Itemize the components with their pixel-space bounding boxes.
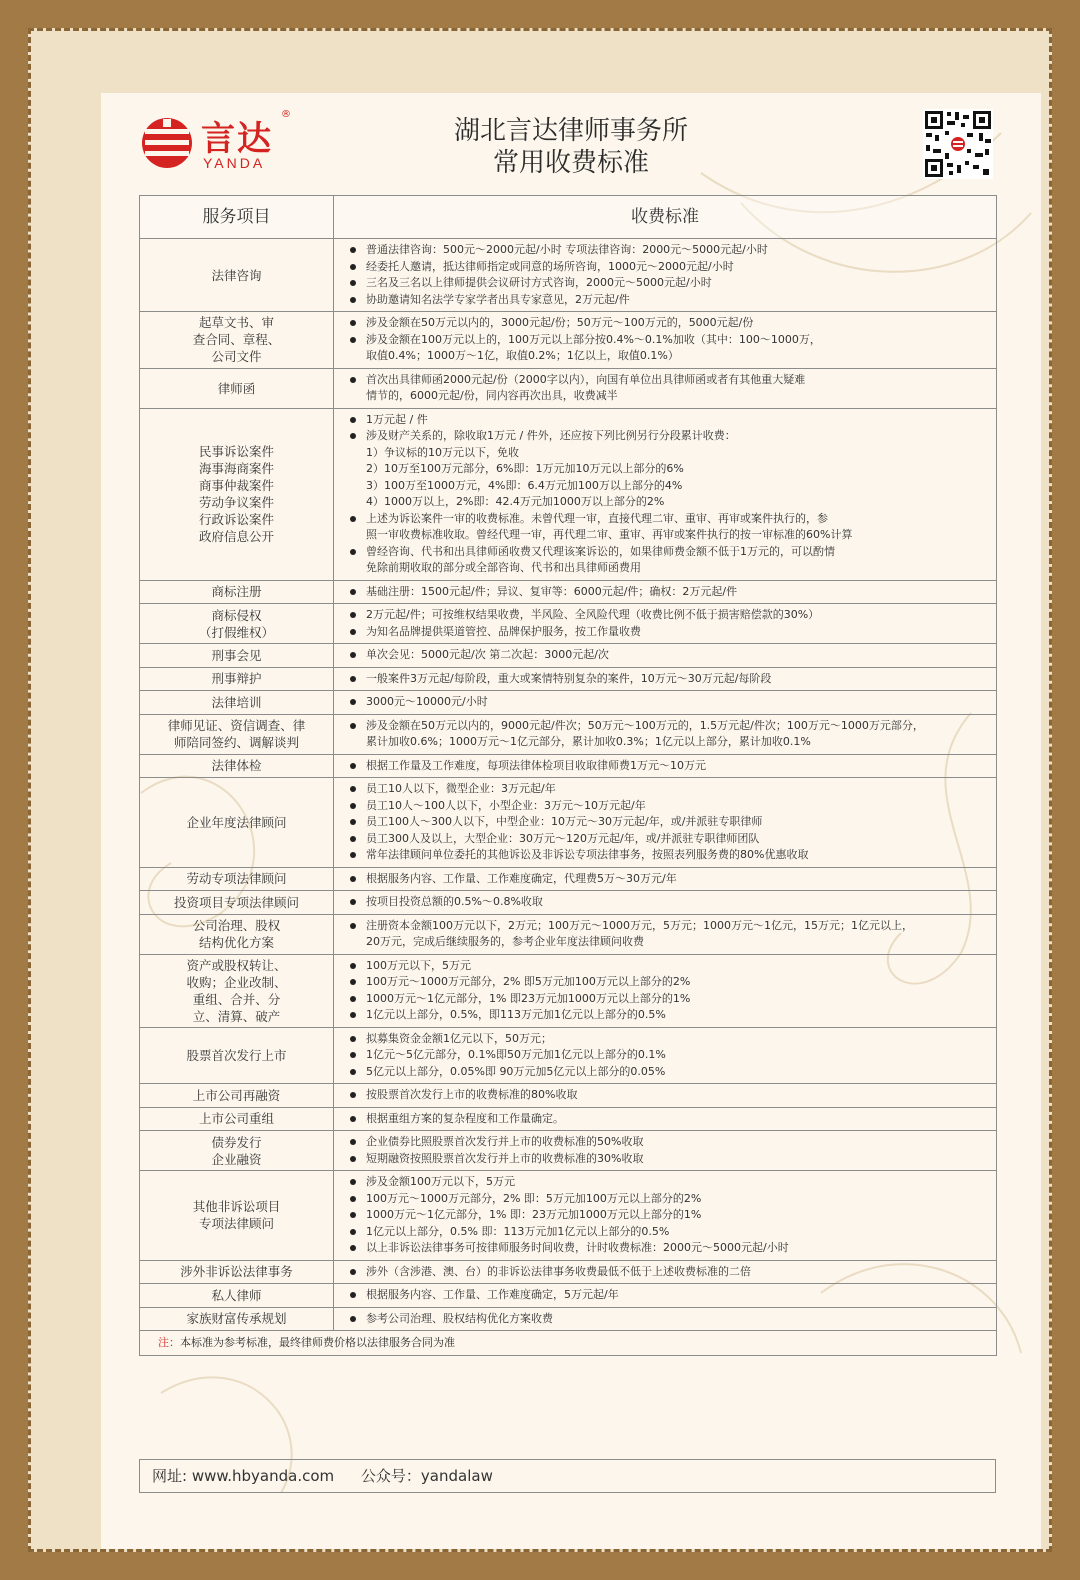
service-item-line: 政府信息公开 [198, 529, 274, 544]
fee-standard-cell [334, 644, 997, 668]
service-item-line: 行政诉讼案件 [198, 512, 274, 527]
fee-bullet-item: 涉及金额在50万元以内的，9000元起/件次；50万元～100万元的，1.5万元起/件次；100万元～1000万元部分， [348, 718, 988, 735]
fee-bullet-continuation: 4）1000万以上，2%即：42.4万元加1000万以上部分的2% [366, 495, 665, 508]
fee-bullet-continuation: 情节的，6000元起/份，同内容再次出具，收费减半 [366, 389, 618, 402]
table-row [140, 667, 997, 691]
note-text: 本标准为参考标准，最终律师费价格以法律服务合同为准 [180, 1335, 455, 1349]
table-row [140, 1284, 997, 1308]
fee-bullet-item: 员工300人及以上，大型企业：30万元～120万元起/年，或/并派驻专职律师团队 [348, 831, 988, 848]
service-item-cell [140, 914, 334, 954]
table-row [140, 1307, 997, 1331]
service-item-line: 法律体检 [211, 758, 262, 774]
fee-bullet-continuation: 20万元，完成后继续服务的，参考企业年度法律顾问收费 [366, 935, 644, 948]
fee-bullet-item: 1万元起 / 件 [348, 412, 988, 429]
fee-standards-table [139, 195, 997, 1356]
table-row [140, 1084, 997, 1108]
table-row [140, 954, 997, 1027]
fee-standard-cell [334, 1027, 997, 1084]
fee-bullet-item: 短期融资按照股票首次发行并上市的收费标准的30%收取 [348, 1151, 988, 1168]
column-header-fee: 收费标准 [334, 196, 997, 239]
service-item-cell [140, 1107, 334, 1131]
service-item-cell [140, 691, 334, 715]
fee-bullet-item: 涉及金额100万元以下，5万元 [348, 1174, 988, 1191]
fee-bullet-continuation: 累计加收0.6%；1000万元～1亿元部分，累计加收0.3%；1亿元以上部分，累计加收0.1% [366, 735, 811, 748]
fee-bullet-item: 企业债券比照股票首次发行并上市的收费标准的50%收取 [348, 1134, 988, 1151]
service-item-line: 上市公司重组 [198, 1111, 274, 1127]
table-row [140, 312, 997, 369]
service-item-cell [140, 778, 334, 868]
column-header-service: 服务项目 [140, 196, 334, 239]
service-item-line: 海事海商案件 [198, 461, 274, 476]
service-item-line: 商标注册 [211, 584, 262, 600]
service-item-cell [140, 714, 334, 754]
fee-standard-cell [334, 691, 997, 715]
table-row [140, 1260, 997, 1284]
service-item-cell [140, 239, 334, 312]
fee-bullet-item: 基础注册：1500元起/件；异议、复审等：6000元起/件；确权：2万元起/件 [348, 584, 988, 601]
table-row [140, 867, 997, 891]
fee-bullet-item: 上述为诉讼案件一审的收费标准。未曾代理一审，直接代理二审、重审、再审或案件执行的，参 [348, 511, 988, 528]
service-item-cell [140, 1084, 334, 1108]
service-item-line: 资产或股权转让、 [186, 957, 287, 973]
fee-bullet-item: 100万元～1000万元部分，2% 即：5万元加100万元以上部分的2% [348, 1191, 988, 1208]
service-item-line: 师陪同签约、调解谈判 [173, 735, 299, 750]
logo-chinese-name: 言达 [201, 119, 273, 159]
fee-standard-cell [334, 312, 997, 369]
fee-standard-cell [334, 368, 997, 408]
service-item-line: 律师见证、资信调查、律 [167, 718, 306, 733]
fee-standard-cell [334, 778, 997, 868]
fee-bullet-item: 根据工作量及工作难度，每项法律体检项目收取律师费1万元～10万元 [348, 758, 988, 775]
service-item-cell [140, 368, 334, 408]
service-item-cell [140, 312, 334, 369]
service-item-line: （打假维权） [198, 624, 274, 640]
page-title [351, 115, 791, 179]
service-item-line: 专项法律顾问 [198, 1216, 274, 1232]
document-paper [101, 93, 1041, 1549]
service-item-cell [140, 867, 334, 891]
service-item-line: 商事仲裁案件 [198, 478, 274, 493]
wechat-account: 公众号：yandalaw [360, 1467, 493, 1485]
fee-bullet-item: 5亿元以上部分，0.05%即 90万元加5亿元以上部分的0.05% [348, 1064, 988, 1081]
header [101, 93, 1041, 193]
fee-standard-cell [334, 754, 997, 778]
service-item-line: 法律咨询 [211, 267, 262, 283]
fee-bullet-item: 100万元以下，5万元 [348, 958, 988, 975]
service-item-line: 企业年度法律顾问 [186, 814, 287, 830]
service-item-line: 民事诉讼案件 [198, 444, 274, 459]
table-row [140, 714, 997, 754]
fee-standard-cell [334, 1171, 997, 1261]
service-item-line: 立、清算、破产 [192, 1008, 281, 1024]
fee-bullet-item: 首次出具律师函2000元起/份（2000字以内），向国有单位出具律师函或者有其他重大疑难 [348, 372, 988, 389]
service-item-line: 企业融资 [211, 1151, 262, 1167]
fee-bullet-item: 员工10人～100人以下，小型企业：3万元～10万元起/年 [348, 798, 988, 815]
fee-bullet-item: 员工100人～300人以下，中型企业：10万元～30万元起/年，或/并派驻专职律师 [348, 814, 988, 831]
fee-bullet-item: 经委托人邀请，抵达律师指定或同意的场所咨询，1000元～2000元起/小时 [348, 259, 988, 276]
service-item-cell [140, 1284, 334, 1308]
service-item-line: 公司文件 [211, 349, 262, 365]
service-item-line: 结构优化方案 [198, 935, 274, 950]
fee-bullet-item: 员工10人以下，微型企业：3万元起/年 [348, 781, 988, 798]
table-row [140, 604, 997, 644]
stamp-frame [28, 28, 1052, 1552]
fee-bullet-item: 1000万元～1亿元部分，1% 即23万元加1000万元以上部分的1% [348, 991, 988, 1008]
fee-bullet-item: 一般案件3万元起/每阶段，重大或案情特别复杂的案件，10万元～30万元起/每阶段 [348, 671, 988, 688]
fee-bullet-item: 单次会见：5000元起/次 第二次起：3000元起/次 [348, 647, 988, 664]
table-row [140, 891, 997, 915]
table-row [140, 408, 997, 580]
service-item-cell [140, 1131, 334, 1171]
fee-bullet-item: 2万元起/件；可按维权结果收费，半风险、全风险代理（收费比例不低于损害赔偿款的30%） [348, 607, 988, 624]
title-firm-name: 湖北言达律师事务所 [453, 116, 688, 146]
service-item-cell [140, 644, 334, 668]
fee-standard-cell [334, 1284, 997, 1308]
service-item-cell [140, 891, 334, 915]
service-item-line: 股票首次发行上市 [186, 1047, 287, 1063]
fee-bullet-item: 按项目投资总额的0.5%～0.8%收取 [348, 894, 988, 911]
yanda-logo [139, 111, 299, 177]
fee-bullet-item: 涉外（含涉港、澳、台）的非诉讼法律事务收费最低不低于上述收费标准的二倍 [348, 1264, 988, 1281]
fee-bullet-item: 常年法律顾问单位委托的其他诉讼及非诉讼专项法律事务，按照表列服务费的80%优惠收取 [348, 847, 988, 864]
table-row [140, 1131, 997, 1171]
service-item-line: 起草文书、审 [198, 315, 274, 331]
fee-standard-cell [334, 914, 997, 954]
service-item-cell [140, 1027, 334, 1084]
fee-standard-cell [334, 408, 997, 580]
table-row [140, 1107, 997, 1131]
table-row [140, 778, 997, 868]
fee-bullet-item: 1亿元以上部分，0.5%，即113万元加1亿元以上部分的0.5% [348, 1007, 988, 1024]
fee-bullet-item: 1亿元～5亿元部分，0.1%即50万元加1亿元以上部分的0.1% [348, 1047, 988, 1064]
service-item-line: 刑事会见 [211, 647, 262, 663]
fee-bullet-continuation: 1）争议标的10万元以下，免收 [366, 445, 519, 459]
fee-bullet-item: 根据服务内容、工作量、工作难度确定，代理费5万～30万元/年 [348, 871, 988, 888]
service-item-cell [140, 667, 334, 691]
fee-bullet-item: 以上非诉讼法律事务可按律师服务时间收费，计时收费标准：2000元～5000元起/小时 [348, 1240, 988, 1257]
registered-mark: ® [281, 109, 291, 120]
fee-bullet-item: 根据服务内容、工作量、工作难度确定，5万元起/年 [348, 1287, 988, 1304]
fee-bullet-continuation: 2）10万至100万元部分，6%即：1万元加10万元以上部分的6% [366, 462, 684, 475]
fee-bullet-continuation: 3）100万至1000万元，4%即：6.4万元加100万以上部分的4% [366, 478, 683, 492]
service-item-cell [140, 954, 334, 1027]
service-item-line: 上市公司再融资 [192, 1087, 281, 1103]
service-item-line: 家族财富传承规划 [186, 1311, 287, 1327]
fee-bullet-item: 拟募集资金金额1亿元以下，50万元； [348, 1031, 988, 1048]
fee-standard-cell [334, 867, 997, 891]
service-item-cell [140, 1260, 334, 1284]
fee-bullet-continuation: 免除前期收取的部分或全部咨询、代书和出具律师函费用 [366, 561, 641, 574]
fee-standard-cell [334, 714, 997, 754]
fee-standard-cell [334, 891, 997, 915]
service-item-line: 律师函 [217, 380, 256, 396]
fee-bullet-item: 3000元～10000元/小时 [348, 694, 988, 711]
table-row [140, 239, 997, 312]
table-row [140, 1171, 997, 1261]
service-item-cell [140, 408, 334, 580]
table-row [140, 691, 997, 715]
fee-standard-cell [334, 1260, 997, 1284]
service-item-line: 重组、合并、分 [192, 991, 281, 1007]
fee-standard-cell [334, 239, 997, 312]
note-mark: 注： [158, 1335, 180, 1349]
service-item-line: 债券发行 [211, 1134, 262, 1150]
fee-standard-cell [334, 1131, 997, 1171]
table-row [140, 368, 997, 408]
fee-bullet-item: 注册资本金额100万元以下，2万元；100万元～1000万元，5万元；1000万元～1亿元，15万元；1亿元以上， [348, 918, 988, 935]
service-item-line: 劳动争议案件 [198, 495, 274, 510]
fee-standard-cell [334, 604, 997, 644]
fee-bullet-item: 涉及金额在100万元以上的，100万元以上部分按0.4%～0.1%加收（其中：100～1000万， [348, 332, 988, 349]
table-note-row [140, 1331, 997, 1356]
fee-bullet-item: 1亿元以上部分，0.5% 即：113万元加1亿元以上部分的0.5% [348, 1224, 988, 1241]
fee-bullet-item: 曾经咨询、代书和出具律师函收费又代理该案诉讼的，如果律师费金额不低于1万元的，可以酌情 [348, 544, 988, 561]
fee-standard-cell [334, 667, 997, 691]
service-item-line: 商标侵权 [211, 607, 262, 623]
service-item-cell [140, 1171, 334, 1261]
fee-bullet-item: 为知名品牌提供渠道管控、品牌保护服务，按工作量收费 [348, 624, 988, 641]
fee-bullet-item: 普通法律咨询：500元～2000元起/小时 专项法律咨询：2000元～5000元起/小时 [348, 242, 988, 259]
table-row [140, 580, 997, 604]
fee-bullet-item: 参考公司治理、股权结构优化方案收费 [348, 1311, 988, 1328]
service-item-line: 其他非诉讼项目 [192, 1199, 281, 1215]
footer-bar [139, 1459, 996, 1493]
fee-standard-cell [334, 1084, 997, 1108]
service-item-line: 收购；企业改制、 [186, 974, 287, 990]
fee-standard-cell [334, 1107, 997, 1131]
table-row [140, 754, 997, 778]
logo-english-name: YANDA [203, 155, 266, 171]
fee-bullet-continuation: 取值0.4%；1000万～1亿，取值0.2%；1亿以上，取值0.1%） [366, 349, 679, 362]
service-item-cell [140, 1307, 334, 1331]
service-item-line: 私人律师 [211, 1287, 262, 1303]
fee-standard-cell [334, 580, 997, 604]
service-item-line: 劳动专项法律顾问 [186, 871, 287, 887]
fee-bullet-item: 协助邀请知名法学专家学者出具专家意见，2万元起/件 [348, 292, 988, 309]
qr-code-icon [923, 109, 993, 179]
service-item-cell [140, 604, 334, 644]
service-item-cell [140, 754, 334, 778]
service-item-line: 涉外非诉讼法律事务 [180, 1264, 293, 1280]
fee-bullet-item: 按股票首次发行上市的收费标准的80%收取 [348, 1087, 988, 1104]
website-link[interactable]: 网址: www.hbyanda.com [152, 1467, 335, 1485]
table-row [140, 914, 997, 954]
service-item-line: 刑事辩护 [211, 671, 262, 687]
table-body [140, 239, 997, 1331]
fee-bullet-continuation: 照一审收费标准收取。曾经代理一审，再代理二审、重审、再审或案件执行的按一审标准的60%计算 [366, 528, 853, 541]
fee-bullet-item: 涉及金额在50万元以内的，3000元起/份；50万元～100万元的，5000元起/份 [348, 315, 988, 332]
table-note [140, 1331, 997, 1356]
service-item-line: 查合同、章程、 [192, 332, 281, 348]
title-subtitle: 常用收费标准 [492, 148, 649, 178]
fee-standard-cell [334, 954, 997, 1027]
fee-bullet-item: 100万元～1000万元部分，2% 即5万元加100万元以上部分的2% [348, 974, 988, 991]
fee-bullet-item: 三名及三名以上律师提供会议研讨方式咨询，2000元～5000元起/小时 [348, 275, 988, 292]
service-item-line: 法律培训 [211, 694, 262, 710]
fee-bullet-item: 根据重组方案的复杂程度和工作量确定。 [348, 1111, 988, 1128]
logo-emblem-icon [139, 115, 195, 171]
fee-bullet-item: 1000万元～1亿元部分，1% 即：23万元加1000万元以上部分的1% [348, 1207, 988, 1224]
table-row [140, 1027, 997, 1084]
service-item-line: 公司治理、股权 [192, 918, 281, 933]
fee-bullet-item: 涉及财产关系的，除收取1万元 / 件外，还应按下列比例另行分段累计收费： [348, 428, 988, 445]
service-item-line: 投资项目专项法律顾问 [173, 894, 299, 910]
table-row [140, 644, 997, 668]
fee-standard-cell [334, 1307, 997, 1331]
service-item-cell [140, 580, 334, 604]
table-header-row [140, 196, 997, 239]
